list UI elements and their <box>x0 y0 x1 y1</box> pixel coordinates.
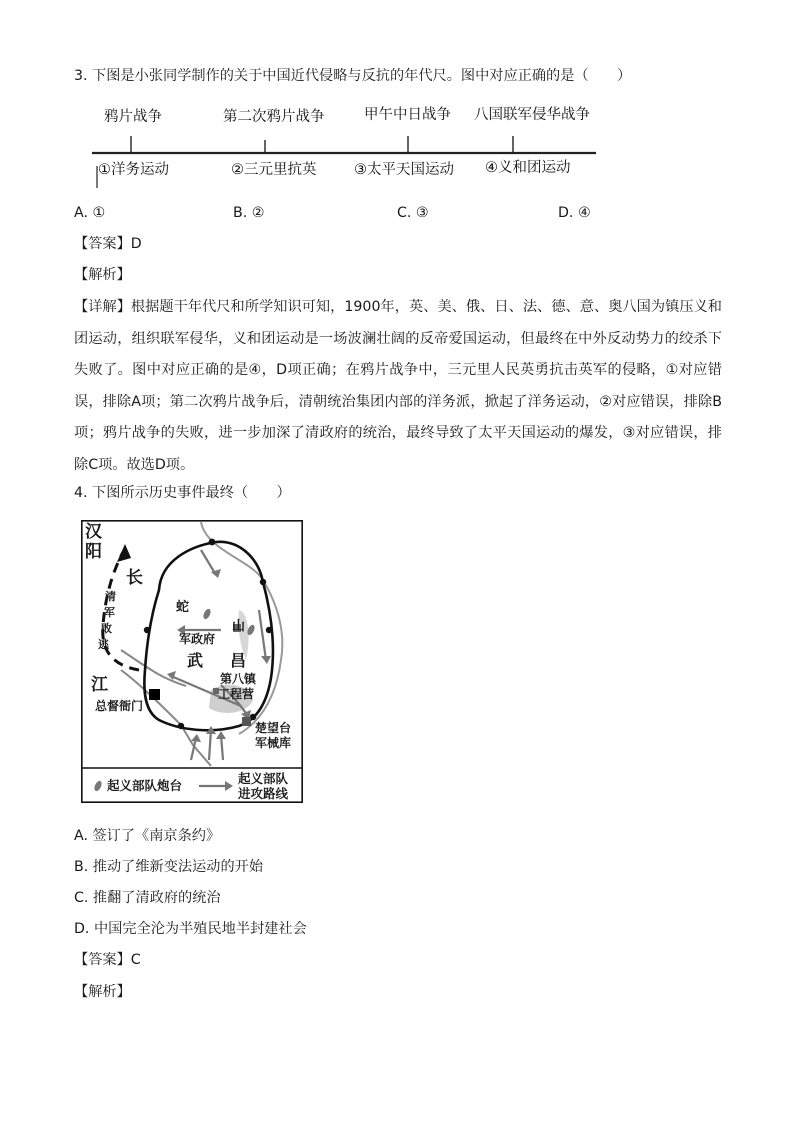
legend-route-label-2: 进攻路线 <box>238 786 289 801</box>
q4-option-a: A. 签订了《南京条约》 <box>74 828 221 844</box>
map-label-retreat-3: 败 <box>101 622 112 635</box>
map-label-wuchang-2: 昌 <box>230 651 247 670</box>
q3-timeline <box>84 98 604 190</box>
legend-artillery-label: 起义部队炮台 <box>107 778 183 793</box>
q3-detail: 【详解】根据题干年代尺和所学知识可知，1900年，英、美、俄、日、法、德、意、奥八国为镇压义和团运动，组织联军侵华，义和团运动是一场波澜壮阔的反帝爱国运动，但最终在中外反动势力的绞杀下失败了。图中对应正确的是④，D项正确；在鸦片战争中，三元里人民英勇抗击英军的侵略，①对应错误，排除A项；第二次鸦片战争后，清朝统治集团内部的洋务派，掀起了洋务运动，②对应错误，排除B项；鸦片战争的失败，进一步加深了清政府的统治，最终导致了太平天国运动的爆发，③对应错误，排除C项。故选D项。 <box>74 299 722 473</box>
governor-office-marker <box>149 689 160 700</box>
map-label-retreat-4: 逃 <box>98 638 109 651</box>
map-label-retreat-2: 军 <box>104 606 115 619</box>
map-label-governor-office: 总督衙门 <box>95 699 144 713</box>
legend-route-label-1: 起义部队 <box>238 771 289 786</box>
q4-answer: 【答案】C <box>74 952 141 968</box>
map-label-engineer-1: 第八镇 <box>220 672 257 686</box>
map-label-armory-1: 楚望台 <box>255 721 292 735</box>
map-label-sheshan-2: 山 <box>232 619 246 634</box>
map-label-sheshan-1: 蛇 <box>176 600 190 615</box>
timeline-bottom-event: ③太平天国运动 <box>354 162 454 178</box>
q3-option-b: B. ② <box>233 205 265 221</box>
q3-answer: 【答案】D <box>74 236 142 252</box>
timeline-top-event: 八国联军侵华战争 <box>474 107 590 123</box>
timeline-bottom-event: ①洋务运动 <box>98 162 169 178</box>
q4-option-d: D. 中国完全沦为半殖民地半封建社会 <box>74 921 307 937</box>
timeline-bottom-event: ④义和团运动 <box>485 160 571 176</box>
timeline-top-event: 甲午中日战争 <box>364 107 451 123</box>
map-label-armory-2: 军械库 <box>255 736 292 750</box>
q3-stem: 3. 下图是小张同学制作的关于中国近代侵略与反抗的年代尺。图中对应正确的是（ ） <box>74 68 632 84</box>
timeline-top-event: 鸦片战争 <box>104 109 162 125</box>
map-label-wuchang-1: 武 <box>187 651 204 670</box>
map-label-retreat-1: 清 <box>105 590 116 603</box>
map-label-engineer-2: 工程营 <box>218 687 255 701</box>
q3-option-d: D. ④ <box>558 205 591 221</box>
q4-option-c: C. 推翻了清政府的统治 <box>74 890 221 906</box>
timeline-top-event: 第二次鸦片战争 <box>223 109 325 125</box>
timeline-bottom-event: ②三元里抗英 <box>231 162 317 178</box>
q3-analysis-label: 【解析】 <box>74 267 131 283</box>
map-label-hanyang-2: 阳 <box>85 542 102 562</box>
q4-option-b: B. 推动了维新变法运动的开始 <box>74 859 264 875</box>
q4-analysis-label: 【解析】 <box>74 984 131 1000</box>
q3-option-c: C. ③ <box>397 205 429 221</box>
map-label-changjiang-1: 长 <box>126 568 143 588</box>
map-label-changjiang-2: 江 <box>91 675 108 695</box>
map-label-hanyang-1: 汉 <box>85 522 102 542</box>
q4-map <box>81 520 303 803</box>
map-label-military-gov: 军政府 <box>179 632 216 646</box>
q3-option-a: A. ① <box>74 205 106 221</box>
q4-stem: 4. 下图所示历史事件最终（ ） <box>74 485 291 501</box>
